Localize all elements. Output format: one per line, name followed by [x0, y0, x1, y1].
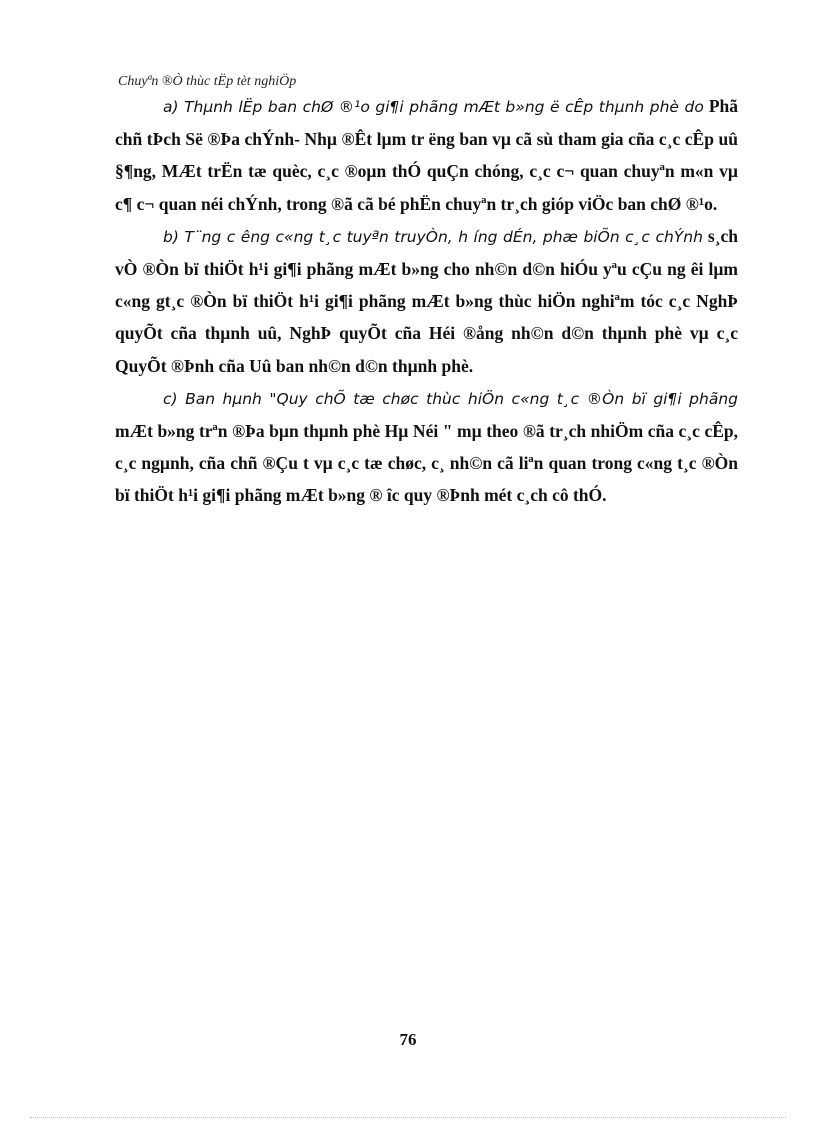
paragraph-c-body: mÆt b»ng trªn ®Þa bµn thµnh phè Hµ Néi " mµ theo ®ã tr¸ch nhiÖm cña c¸c cÊp, c¸c ngµnh, cña chñ ®Çu t vµ c¸c tæ chøc, c¸ nh©n cã liªn quan trong c«ng t¸c ®Òn bï thiÖt h¹i gi¶i phãng mÆt b»ng ® îc quy ®Þnh mét c¸ch cô thÓ. [115, 421, 738, 506]
body-text [115, 90, 738, 512]
footer-divider [30, 1117, 786, 1118]
paragraph-c-lead: c) Ban hµnh "Quy chÕ tæ chøc thùc hiÖn c«ng t¸c ®Òn bï gi¶i phãng [163, 389, 738, 408]
paragraph-a-lead: a) Thµnh lËp ban chØ ®¹o gi¶i phãng mÆt b»ng ë cÊp thµnh phè do [163, 98, 704, 116]
running-header: Chuyªn ®Ò thùc tËp tèt nghiÖp [118, 74, 297, 89]
page-number: 76 [399, 1030, 417, 1049]
paragraph-b-body: s¸ch vÒ ®Òn bï thiÖt h¹i gi¶i phãng mÆt b»ng cho nh©n d©n hiÓu yªu cÇu ng êi lµm c«ng gt¸c ®Òn bï thiÖt h¹i gi¶i phãng mÆt b»ng thùc hiÖn nghiªm tóc c¸c NghÞ quyÕt cña thµnh uû, NghÞ quyÕt cña Héi ®ång nh©n d©n thµnh phè vµ c¸c QuyÕt ®Þnh cña Uû ban nh©n d©n thµnh phè. [115, 225, 738, 376]
paragraph-b [115, 220, 738, 382]
paragraph-a-body: Phã chñ tÞch Së ®Þa chÝnh- Nhµ ®Êt lµm tr ëng ban vµ cã sù tham gia cña c¸c cÊp uû §¶ng, MÆt trËn tæ quèc, c¸c ®oµn thÓ quÇn chóng, c¸c c¬ quan chuyªn m«n vµ c¶ c¬ quan néi chÝnh, trong ®ã cã bé phËn chuyªn tr¸ch gióp viÖc ban chØ ®¹o. [115, 96, 738, 214]
paragraph-a [115, 90, 738, 220]
paragraph-b-lead: b) T¨ng c êng c«ng t¸c tuyªn truyÒn, h íng dÉn, phæ biÕn c¸c chÝnh [163, 227, 703, 246]
paragraph-c [115, 382, 738, 512]
